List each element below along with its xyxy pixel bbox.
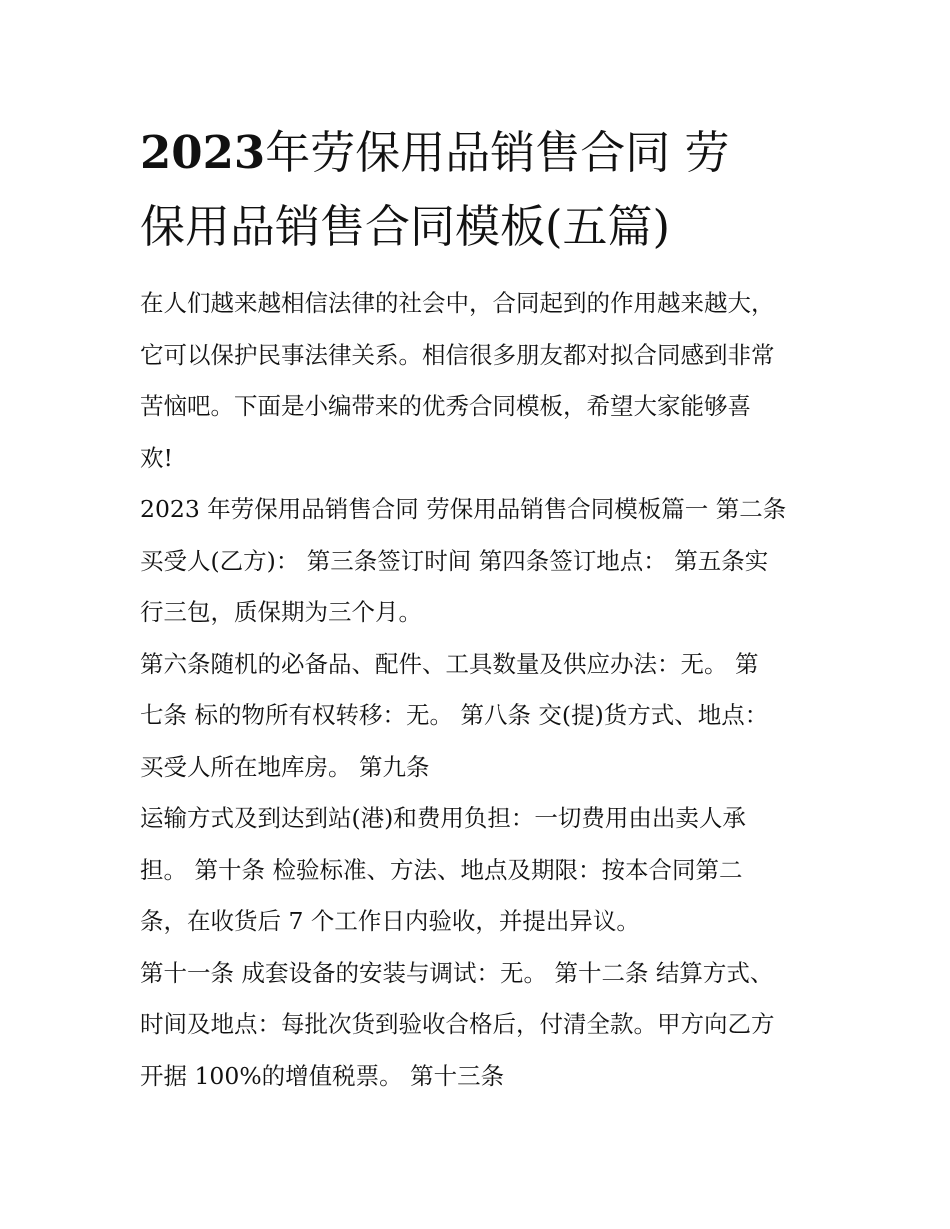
- paragraph-line: 它可以保护民事法律关系。相信很多朋友都对拟合同感到非常: [140, 340, 775, 369]
- paragraph-line: 条，在收货后 7 个工作日内验收，并提出异议。: [140, 907, 640, 935]
- paragraph-line: 第十一条 成套设备的安装与调试：无。 第十二条 结算方式、: [140, 958, 774, 987]
- title-year: 2023: [140, 126, 266, 179]
- paragraph-line: 七条 标的物所有权转移：无。 第八条 交(提)货方式、地点：: [140, 701, 769, 729]
- paragraph-line: 在人们越来越相信法律的社会中，合同起到的作用越来越大，: [140, 289, 775, 317]
- document-title: [140, 116, 830, 264]
- title-line-2: 保用品销售合同模板(五篇): [140, 200, 671, 253]
- paragraph-line: 2023 年劳保用品销售合同 劳保用品销售合同模板篇一 第二条: [140, 495, 787, 523]
- paragraph-line: 行三包，质保期为三个月。: [140, 598, 422, 626]
- paragraph-line: 运输方式及到达到站(港)和费用负担：一切费用由出卖人承: [140, 804, 746, 832]
- paragraph-intro: [140, 278, 825, 484]
- paragraph-line: 买受人所在地库房。 第九条: [140, 752, 430, 781]
- paragraph-articles-9-10: [140, 793, 825, 948]
- paragraph-line: 买受人(乙方)： 第三条签订时间 第四条签订地点： 第五条实: [140, 546, 769, 575]
- paragraph-line: 苦恼吧。下面是小编带来的优秀合同模板，希望大家能够喜: [140, 392, 751, 420]
- paragraph-line: 欢!: [140, 443, 173, 472]
- paragraph-line: 开据 100%的增值税票。 第十三条: [140, 1061, 505, 1090]
- paragraph-line: 第六条随机的必备品、配件、工具数量及供应办法：无。 第: [140, 649, 759, 678]
- title-line-1-text: 年劳保用品销售合同 劳: [265, 126, 730, 179]
- paragraph-articles-2-5: [140, 484, 825, 639]
- paragraph-articles-6-9: [140, 639, 825, 794]
- paragraph-line: 担。 第十条 检验标准、方法、地点及期限：按本合同第二: [140, 855, 743, 884]
- paragraph-line: 时间及地点：每批次货到验收合格后，付清全款。甲方向乙方: [140, 1010, 775, 1038]
- title-line-1: [140, 116, 830, 190]
- paragraph-articles-11-13: [140, 948, 825, 1103]
- document-body: [140, 278, 825, 1102]
